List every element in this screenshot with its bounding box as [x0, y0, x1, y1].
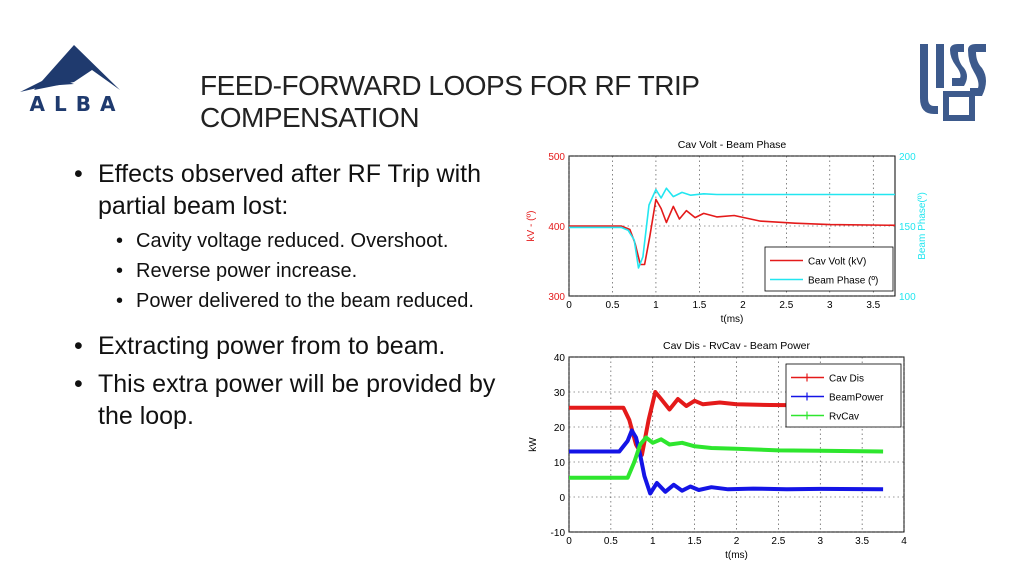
legend-label: RvCav [829, 411, 860, 423]
x-tick-label: 3 [827, 300, 833, 311]
y-right-tick-label: 150 [899, 222, 916, 233]
sub-bullet-item: • Power delivered to the beam reduced. [74, 288, 504, 314]
y-tick-label: 10 [553, 458, 565, 469]
chart-title: Cav Dis - RvCav - Beam Power [662, 340, 811, 352]
legend-label: Cav Volt (kV) [808, 256, 867, 268]
x-tick-label: 4 [901, 536, 907, 547]
alba-logo-mark [12, 40, 142, 95]
x-tick-label: 2 [740, 300, 746, 311]
x-tick-label: 3.5 [866, 300, 881, 311]
x-tick-label: 0.5 [605, 300, 620, 311]
y-tick-label: 40 [553, 353, 565, 364]
legend-label: Beam Phase (º) [808, 275, 879, 287]
y-tick-label: -10 [550, 528, 565, 539]
x-tick-label: 1.5 [687, 536, 702, 547]
y-tick-label: 0 [559, 493, 565, 504]
x-tick-label: 3.5 [855, 536, 870, 547]
alba-logo-text: ALBA [29, 92, 125, 116]
x-tick-label: 0 [566, 536, 572, 547]
bullet-list [74, 158, 504, 438]
y-tick-label: 30 [553, 388, 565, 399]
sub-bullet-item: • Cavity voltage reduced. Overshoot. [74, 228, 504, 254]
x-axis-label: t(ms) [725, 550, 748, 561]
bullet-item: • Extracting power from to beam. [74, 330, 504, 362]
y-tick-label: 400 [548, 222, 565, 233]
legend-label: Cav Dis [829, 373, 865, 385]
y-tick-label: 20 [553, 423, 565, 434]
page-title: FEED-FORWARD LOOPS FOR RF TRIP COMPENSATION [200, 70, 699, 133]
chart-cav-volt-beam-phase [520, 130, 950, 330]
y-right-tick-label: 100 [899, 292, 916, 303]
y-tick-label: 500 [548, 152, 565, 163]
legend-label: BeamPower [829, 392, 884, 404]
y-right-tick-label: 200 [899, 152, 916, 163]
x-tick-label: 3 [817, 536, 824, 547]
y-axis-label: kV - (º) [526, 210, 537, 242]
institute-logo [912, 40, 992, 122]
x-tick-label: 0.5 [603, 536, 618, 547]
x-tick-label: 1.5 [692, 300, 707, 311]
y-axis-label: kW [528, 437, 539, 452]
chart-cav-dis-rvcav-beam-power [524, 332, 924, 574]
y-tick-label: 300 [548, 292, 565, 303]
x-tick-label: 2.5 [779, 300, 794, 311]
y-right-axis-label: Beam Phase(º) [917, 192, 928, 260]
bullet-item: • This extra power will be provided by the loop. [74, 368, 504, 432]
bullet-item: • Effects observed after RF Trip with partial beam lost: [74, 158, 504, 222]
sub-bullet-item: • Reverse power increase. [74, 258, 504, 284]
x-tick-label: 1 [649, 536, 656, 547]
x-axis-label: t(ms) [720, 314, 744, 325]
x-tick-label: 2 [733, 536, 740, 547]
chart-title: Cav Volt - Beam Phase [677, 139, 787, 151]
x-tick-label: 1 [653, 300, 659, 311]
x-tick-label: 0 [566, 300, 572, 311]
x-tick-label: 2.5 [771, 536, 786, 547]
alba-logo [12, 40, 142, 115]
